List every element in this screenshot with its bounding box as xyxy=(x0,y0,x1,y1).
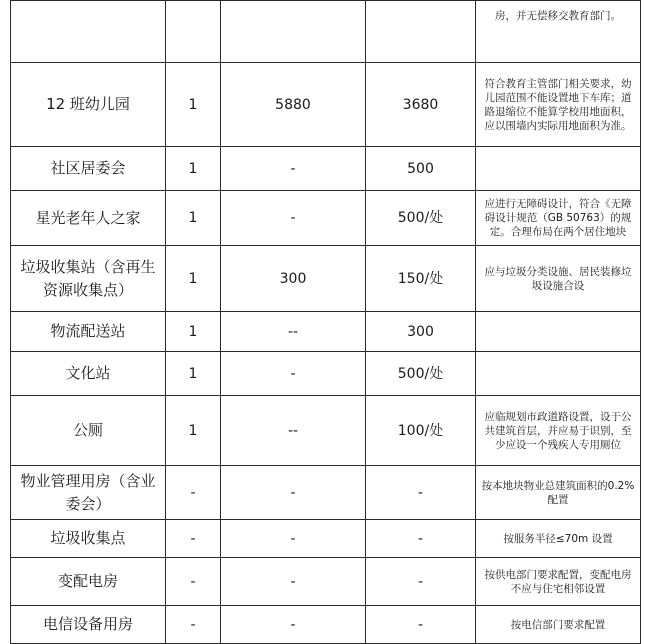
land-area: - xyxy=(221,147,366,191)
land-area: - xyxy=(221,352,366,396)
facility-count: - xyxy=(166,520,221,558)
floor-area: 500/处 xyxy=(366,352,476,396)
floor-area: - xyxy=(366,606,476,644)
facility-note: 房，并无偿移交教育部门。 xyxy=(476,1,641,63)
facility-count: 1 xyxy=(166,246,221,312)
facility-note xyxy=(476,352,641,396)
table-row xyxy=(11,1,641,63)
floor-area: 500 xyxy=(366,147,476,191)
table-row xyxy=(11,191,641,246)
table-row xyxy=(11,396,641,466)
facility-name: 垃圾收集点 xyxy=(11,520,166,558)
facility-count: - xyxy=(166,558,221,606)
facility-count xyxy=(166,1,221,63)
floor-area: - xyxy=(366,558,476,606)
facility-note: 应与垃圾分类设施、居民装修垃圾设施合设 xyxy=(476,246,641,312)
land-area: - xyxy=(221,520,366,558)
facility-name: 12 班幼儿园 xyxy=(11,63,166,147)
facility-name xyxy=(11,1,166,63)
table-row xyxy=(11,606,641,644)
land-area: 5880 xyxy=(221,63,366,147)
table-row xyxy=(11,352,641,396)
facility-count: 1 xyxy=(166,396,221,466)
facility-count: - xyxy=(166,466,221,520)
facility-note: 按服务半径≤70m 设置 xyxy=(476,520,641,558)
facility-table-body xyxy=(11,1,641,644)
facility-name: 公厕 xyxy=(11,396,166,466)
table-row xyxy=(11,558,641,606)
land-area: - xyxy=(221,606,366,644)
table-row xyxy=(11,147,641,191)
facility-count: 1 xyxy=(166,191,221,246)
floor-area: 150/处 xyxy=(366,246,476,312)
facility-count: 1 xyxy=(166,63,221,147)
facility-name: 变配电房 xyxy=(11,558,166,606)
facility-count: 1 xyxy=(166,352,221,396)
facility-note xyxy=(476,312,641,352)
land-area: -- xyxy=(221,396,366,466)
table-row xyxy=(11,63,641,147)
land-area: 300 xyxy=(221,246,366,312)
table-row xyxy=(11,246,641,312)
floor-area: 3680 xyxy=(366,63,476,147)
land-area: - xyxy=(221,558,366,606)
facility-count: 1 xyxy=(166,312,221,352)
facility-name: 物流配送站 xyxy=(11,312,166,352)
land-area xyxy=(221,1,366,63)
facility-name: 电信设备用房 xyxy=(11,606,166,644)
facility-table xyxy=(10,0,641,644)
floor-area: - xyxy=(366,466,476,520)
floor-area: 100/处 xyxy=(366,396,476,466)
facility-name: 社区居委会 xyxy=(11,147,166,191)
floor-area xyxy=(366,1,476,63)
facility-note: 按供电部门要求配置，变配电房不应与住宅相邻设置 xyxy=(476,558,641,606)
facility-name: 物业管理用房（含业委会） xyxy=(11,466,166,520)
land-area: - xyxy=(221,191,366,246)
floor-area: - xyxy=(366,520,476,558)
facility-note: 按电信部门要求配置 xyxy=(476,606,641,644)
facility-note: 应临规划市政道路设置，设于公共建筑首层，并应易于识别，至少应设一个残疾人专用厕位 xyxy=(476,396,641,466)
facility-name: 星光老年人之家 xyxy=(11,191,166,246)
facility-note: 应进行无障碍设计，符合《无障碍设计规范（GB 50763）的规定。合理布局在两个居住地块 xyxy=(476,191,641,246)
land-area: - xyxy=(221,466,366,520)
facility-note: 按本地块物业总建筑面积的0.2%配置 xyxy=(476,466,641,520)
floor-area: 300 xyxy=(366,312,476,352)
facility-note: 符合教育主管部门相关要求，幼儿园范围不能设置地下车库；道路退缩位不能算学校用地面积，应以围墙内实际用地面积为准。 xyxy=(476,63,641,147)
facility-count: - xyxy=(166,606,221,644)
facility-count: 1 xyxy=(166,147,221,191)
facility-name: 垃圾收集站（含再生资源收集点） xyxy=(11,246,166,312)
land-area: -- xyxy=(221,312,366,352)
table-row xyxy=(11,520,641,558)
facility-note xyxy=(476,147,641,191)
table-row xyxy=(11,312,641,352)
floor-area: 500/处 xyxy=(366,191,476,246)
facility-name: 文化站 xyxy=(11,352,166,396)
table-row xyxy=(11,466,641,520)
